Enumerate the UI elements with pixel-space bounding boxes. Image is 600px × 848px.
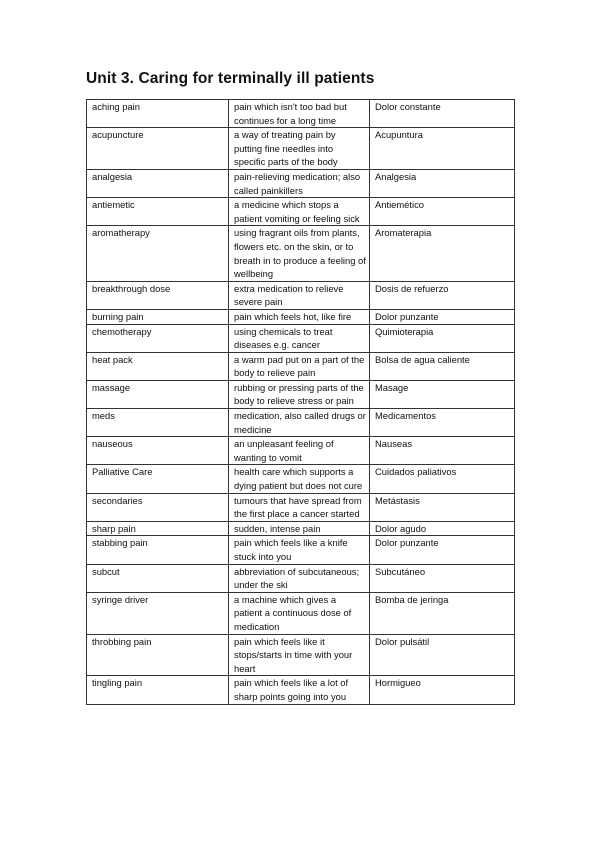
table-row	[87, 309, 515, 324]
table-row	[87, 409, 515, 437]
translation-cell: Acupuntura	[370, 128, 515, 170]
table-row	[87, 380, 515, 408]
translation-cell: Aromaterapia	[370, 226, 515, 281]
glossary-table	[86, 99, 515, 705]
translation-cell: Quimioterapia	[370, 324, 515, 352]
table-row	[87, 128, 515, 170]
table-row	[87, 281, 515, 309]
term-cell: tingling pain	[87, 676, 229, 704]
definition-cell: pain which feels like a knife stuck into you	[229, 536, 370, 564]
term-cell: subcut	[87, 564, 229, 592]
term-cell: Palliative Care	[87, 465, 229, 493]
table-row	[87, 198, 515, 226]
definition-cell: pain-relieving medication; also called painkillers	[229, 169, 370, 197]
table-row	[87, 521, 515, 536]
term-cell: meds	[87, 409, 229, 437]
term-cell: breakthrough dose	[87, 281, 229, 309]
table-row	[87, 226, 515, 281]
definition-cell: a medicine which stops a patient vomiting or feeling sick	[229, 198, 370, 226]
definition-cell: pain which feels like it stops/starts in time with your heart	[229, 634, 370, 676]
translation-cell: Bomba de jeringa	[370, 592, 515, 634]
term-cell: syringe driver	[87, 592, 229, 634]
definition-cell: tumours that have spread from the first place a cancer started	[229, 493, 370, 521]
translation-cell: Analgesia	[370, 169, 515, 197]
definition-cell: health care which supports a dying patient but does not cure	[229, 465, 370, 493]
definition-cell: pain which feels like a lot of sharp points going into you	[229, 676, 370, 704]
term-cell: stabbing pain	[87, 536, 229, 564]
table-row	[87, 100, 515, 128]
translation-cell: Masage	[370, 380, 515, 408]
definition-cell: extra medication to relieve severe pain	[229, 281, 370, 309]
translation-cell: Antiemético	[370, 198, 515, 226]
page-title: Unit 3. Caring for terminally ill patients	[86, 70, 375, 87]
definition-cell: pain which feels hot, like fire	[229, 309, 370, 324]
translation-cell: Dolor punzante	[370, 309, 515, 324]
table-row	[87, 465, 515, 493]
translation-cell: Dolor agudo	[370, 521, 515, 536]
table-row	[87, 564, 515, 592]
definition-cell: pain which isn't too bad but continues for a long time	[229, 100, 370, 128]
term-cell: nauseous	[87, 437, 229, 465]
table-row	[87, 536, 515, 564]
term-cell: chemotherapy	[87, 324, 229, 352]
term-cell: burning pain	[87, 309, 229, 324]
translation-cell: Dolor constante	[370, 100, 515, 128]
translation-cell: Bolsa de agua caliente	[370, 352, 515, 380]
definition-cell: a way of treating pain by putting fine needles into specific parts of the body	[229, 128, 370, 170]
definition-cell: sudden, intense pain	[229, 521, 370, 536]
term-cell: aching pain	[87, 100, 229, 128]
definition-cell: a machine which gives a patient a continuous dose of medication	[229, 592, 370, 634]
table-row	[87, 634, 515, 676]
table-row	[87, 169, 515, 197]
translation-cell: Hormigueo	[370, 676, 515, 704]
definition-cell: a warm pad put on a part of the body to relieve pain	[229, 352, 370, 380]
term-cell: sharp pain	[87, 521, 229, 536]
translation-cell: Dolor pulsátil	[370, 634, 515, 676]
translation-cell: Cuidados paliativos	[370, 465, 515, 493]
term-cell: analgesia	[87, 169, 229, 197]
term-cell: aromatherapy	[87, 226, 229, 281]
translation-cell: Nauseas	[370, 437, 515, 465]
term-cell: massage	[87, 380, 229, 408]
definition-cell: using chemicals to treat diseases e.g. cancer	[229, 324, 370, 352]
table-row	[87, 493, 515, 521]
term-cell: acupuncture	[87, 128, 229, 170]
table-row	[87, 437, 515, 465]
translation-cell: Medicamentos	[370, 409, 515, 437]
translation-cell: Subcutáneo	[370, 564, 515, 592]
definition-cell: using fragrant oils from plants, flowers etc. on the skin, or to breath in to produce a feeling of wellbeing	[229, 226, 370, 281]
translation-cell: Metástasis	[370, 493, 515, 521]
term-cell: antiemetic	[87, 198, 229, 226]
definition-cell: abbreviation of subcutaneous; under the ski	[229, 564, 370, 592]
translation-cell: Dolor punzante	[370, 536, 515, 564]
table-row	[87, 324, 515, 352]
table-row	[87, 592, 515, 634]
term-cell: heat pack	[87, 352, 229, 380]
definition-cell: an unpleasant feeling of wanting to vomit	[229, 437, 370, 465]
translation-cell: Dosis de refuerzo	[370, 281, 515, 309]
table-row	[87, 352, 515, 380]
table-row	[87, 676, 515, 704]
glossary-body	[87, 100, 515, 705]
term-cell: throbbing pain	[87, 634, 229, 676]
term-cell: secondaries	[87, 493, 229, 521]
definition-cell: medication, also called drugs or medicine	[229, 409, 370, 437]
definition-cell: rubbing or pressing parts of the body to relieve stress or pain	[229, 380, 370, 408]
